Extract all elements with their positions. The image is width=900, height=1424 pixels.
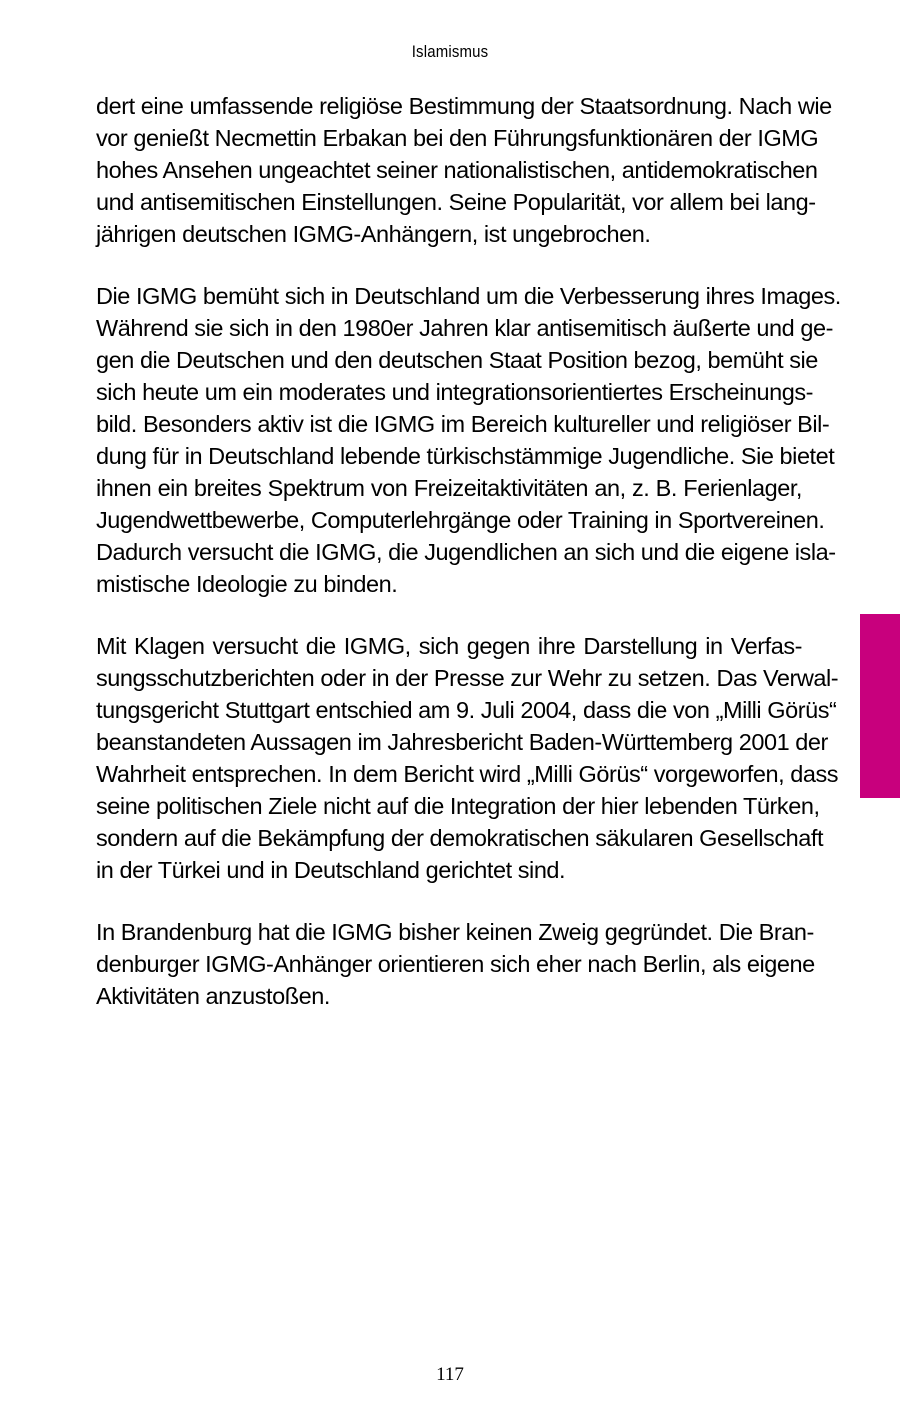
text-line: gen die Deutschen und den deutschen Staat Position bezog, bemüht sie — [96, 347, 818, 373]
text-line: Jugendwettbewerbe, Computerlehrgänge oder Training in Sportvereinen. — [96, 507, 825, 533]
text-line: sich heute um ein moderates und integrationsorientiertes Erscheinungs- — [96, 379, 814, 405]
text-line: Aktivitäten anzustoßen. — [96, 983, 330, 1009]
paragraph-3 — [96, 630, 839, 886]
running-header: Islamismus — [411, 42, 489, 61]
text-line: tungsgericht Stuttgart entschied am 9. Juli 2004, dass die von „Milli Görüs“ — [96, 697, 837, 723]
body-text — [96, 90, 841, 1042]
paragraph-2 — [96, 280, 841, 600]
text-line: denburger IGMG-Anhänger orientieren sich eher nach Berlin, als eigene — [96, 951, 815, 977]
text-line: seine politischen Ziele nicht auf die Integration der hier lebenden Türken, — [96, 793, 820, 819]
text-line: Mit Klagen versucht die IGMG, sich gegen ihre Darstellung in Verfas- — [96, 633, 802, 659]
text-line: Während sie sich in den 1980er Jahren klar antisemitisch äußerte und ge- — [96, 315, 833, 341]
text-line: Dadurch versucht die IGMG, die Jugendlichen an sich und die eigene isla- — [96, 539, 836, 565]
paragraph-1 — [96, 90, 832, 250]
text-line: in der Türkei und in Deutschland gerichtet sind. — [96, 857, 566, 883]
text-line: ihnen ein breites Spektrum von Freizeitaktivitäten an, z. B. Ferienlager, — [96, 475, 802, 501]
text-line: mistische Ideologie zu binden. — [96, 571, 398, 597]
paragraph-4 — [96, 916, 815, 1012]
text-line: sungsschutzberichten oder in der Presse zur Wehr zu setzen. Das Verwal- — [96, 665, 839, 691]
text-line: sondern auf die Bekämpfung der demokratischen säkularen Gesellschaft — [96, 825, 824, 851]
text-line: Die IGMG bemüht sich in Deutschland um die Verbesserung ihres Images. — [96, 283, 841, 309]
text-line: dung für in Deutschland lebende türkischstämmige Jugendliche. Sie bietet — [96, 443, 835, 469]
text-line: Wahrheit entsprechen. In dem Bericht wird „Milli Görüs“ vorgeworfen, dass — [96, 761, 839, 787]
text-line: dert eine umfassende religiöse Bestimmung der Staatsordnung. Nach wie — [96, 93, 832, 119]
text-line: beanstandeten Aussagen im Jahresbericht Baden-Württemberg 2001 der — [96, 729, 828, 755]
chapter-thumb-tab — [860, 614, 900, 798]
page-number: 117 — [436, 1364, 464, 1385]
text-line: In Brandenburg hat die IGMG bisher keinen Zweig gegründet. Die Bran- — [96, 919, 814, 945]
text-line: und antisemitischen Einstellungen. Seine Popularität, vor allem bei lang- — [96, 189, 816, 215]
text-line: vor genießt Necmettin Erbakan bei den Führungsfunktionären der IGMG — [96, 125, 819, 151]
text-line: bild. Besonders aktiv ist die IGMG im Bereich kultureller und religiöser Bil- — [96, 411, 830, 437]
text-line: hohes Ansehen ungeachtet seiner nationalistischen, antidemokratischen — [96, 157, 818, 183]
text-line: jährigen deutschen IGMG-Anhängern, ist ungebrochen. — [96, 221, 651, 247]
